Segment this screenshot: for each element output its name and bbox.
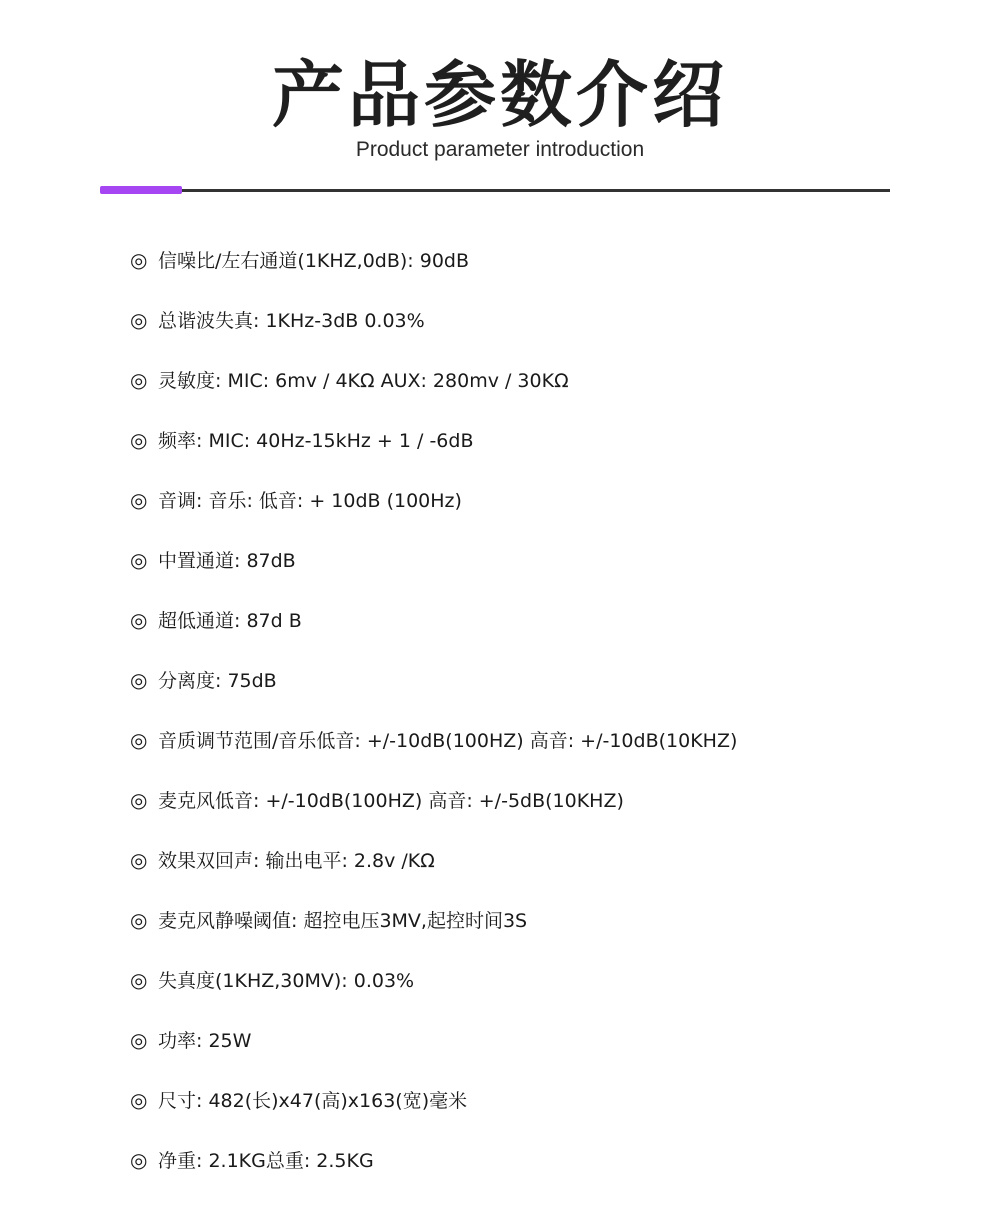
- spec-item: [130, 842, 930, 902]
- spec-text: 净重: 2.1KG总重: 2.5KG: [158, 1150, 374, 1172]
- spec-text: 频率: MIC: 40Hz-15kHz + 1 / -6dB: [158, 430, 474, 452]
- page-subtitle: Product parameter introduction: [355, 138, 645, 161]
- bullet-icon: ◎: [130, 668, 148, 692]
- spec-item: [130, 782, 930, 842]
- spec-item: [130, 722, 930, 782]
- spec-text: 中置通道: 87dB: [158, 550, 296, 572]
- bullet-icon: ◎: [130, 608, 148, 632]
- spec-item: [130, 602, 930, 662]
- bullet-icon: ◎: [130, 368, 148, 392]
- spec-item: [130, 1142, 930, 1202]
- bullet-icon: ◎: [130, 1028, 148, 1052]
- spec-item: [130, 1022, 930, 1082]
- spec-text: 效果双回声: 输出电平: 2.8v /KΩ: [158, 850, 435, 872]
- page-title: 产品参数介绍: [271, 53, 728, 137]
- spec-text: 尺寸: 482(长)x47(高)x163(宽)毫米: [158, 1090, 468, 1112]
- bullet-icon: ◎: [130, 728, 148, 752]
- spec-text: 音调: 音乐: 低音: + 10dB (100Hz): [158, 490, 462, 512]
- spec-text: 失真度(1KHZ,30MV): 0.03%: [158, 970, 415, 992]
- divider-accent-bar: [100, 186, 182, 194]
- spec-list: [130, 242, 930, 1202]
- spec-item: [130, 662, 930, 722]
- spec-text: 音质调节范围/音乐低音: +/-10dB(100HZ) 高音: +/-10dB(10KHZ): [158, 730, 738, 752]
- bullet-icon: ◎: [130, 968, 148, 992]
- bullet-icon: ◎: [130, 848, 148, 872]
- spec-item: [130, 242, 930, 302]
- spec-item: [130, 962, 930, 1022]
- spec-item: [130, 1082, 930, 1142]
- spec-text: 超低通道: 87d B: [158, 610, 302, 632]
- spec-item: [130, 422, 930, 482]
- spec-text: 总谐波失真: 1KHz-3dB 0.03%: [158, 310, 425, 332]
- spec-item: [130, 482, 930, 542]
- header-divider: [100, 189, 890, 192]
- spec-text: 灵敏度: MIC: 6mv / 4KΩ AUX: 280mv / 30KΩ: [158, 370, 569, 392]
- spec-item: [130, 362, 930, 422]
- spec-text: 麦克风静噪阈值: 超控电压3MV,起控时间3S: [158, 910, 528, 932]
- bullet-icon: ◎: [130, 308, 148, 332]
- bullet-icon: ◎: [130, 1088, 148, 1112]
- bullet-icon: ◎: [130, 548, 148, 572]
- bullet-icon: ◎: [130, 788, 148, 812]
- spec-item: [130, 542, 930, 602]
- spec-text: 分离度: 75dB: [158, 670, 277, 692]
- bullet-icon: ◎: [130, 488, 148, 512]
- spec-text: 功率: 25W: [158, 1030, 252, 1052]
- spec-item: [130, 302, 930, 362]
- bullet-icon: ◎: [130, 248, 148, 272]
- bullet-icon: ◎: [130, 908, 148, 932]
- spec-item: [130, 902, 930, 962]
- bullet-icon: ◎: [130, 1148, 148, 1172]
- bullet-icon: ◎: [130, 428, 148, 452]
- spec-text: 麦克风低音: +/-10dB(100HZ) 高音: +/-5dB(10KHZ): [158, 790, 624, 812]
- spec-text: 信噪比/左右通道(1KHZ,0dB): 90dB: [158, 250, 470, 272]
